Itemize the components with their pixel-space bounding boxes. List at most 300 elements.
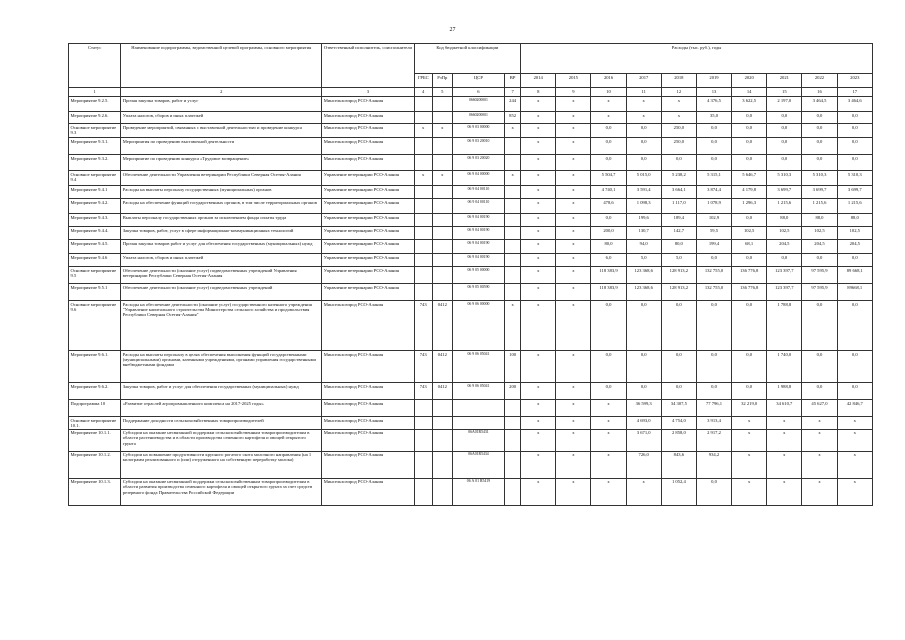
row-grbs [414,400,432,417]
row-rzpr: 0412 [432,301,452,351]
row-value: x [591,112,626,124]
row-value: 843,6 [661,451,696,478]
row-vr: 200 [505,383,521,400]
row-value: 1 296,3 [732,199,767,214]
row-value: 5 646,7 [732,171,767,186]
row-value: x [521,124,556,138]
row-executor: Управление ветеринарии РСО-Алания [322,284,414,301]
row-rzpr: x [432,171,452,186]
row-value: 0,0 [732,214,767,227]
row-value: x [732,417,767,430]
row-value: 3 699,7 [802,186,837,199]
row-executor: Минсельхозпрод РСО-Алания [322,301,414,351]
row-value: x [521,267,556,284]
row-csr: 06 9 05 00590 [452,284,504,301]
row-value: 102,5 [837,227,872,240]
row-executor: Управление ветеринарии РСО-Алания [322,254,414,267]
row-value: x [626,97,661,112]
row-value: 726,0 [626,451,661,478]
row-value: x [732,451,767,478]
row-status: Мероприятие 9.6.1. [69,351,121,383]
row-value: 0,0 [626,124,661,138]
table-row [69,97,873,112]
table-body [69,97,873,506]
row-value: 4 740,1 [591,186,626,199]
row-name: Обеспечение деятельности Управления ветеринарии Республики Северная Осетия-Алания [121,171,322,186]
row-value: 89 668,1 [837,267,872,284]
row-value: x [556,138,591,155]
row-executor: Минсельхозпрод РСО-Алания [322,124,414,138]
row-name: Обеспечение деятельности (оказание услуг) подведомственных учреждений Управления ветеринарии Республики Северная Осетия-Алания [121,267,322,284]
row-value: x [521,429,556,451]
row-rzpr [432,254,452,267]
row-csr: 06 9 04 00110 [452,186,504,199]
column-number: 4 [414,88,432,97]
row-value: 118 383,9 [591,267,626,284]
row-value: 0,0 [837,383,872,400]
row-value: 132 755,0 [696,284,731,301]
row-value: 0,0 [767,254,802,267]
row-value: x [556,351,591,383]
row-name: Уплата налогов, сборов и иных платежей [121,254,322,267]
table-row [69,199,873,214]
row-value: 0,0 [732,112,767,124]
row-vr [505,267,521,284]
row-value: x [802,451,837,478]
row-executor: Минсельхозпрод РСО-Алания [322,417,414,430]
header-rzpr: РзПр [432,74,452,88]
row-value: 1 098,3 [626,199,661,214]
row-value: 0,0 [837,301,872,351]
row-vr: x [505,301,521,351]
row-value: 89668,1 [837,284,872,301]
table-row [69,227,873,240]
table-row [69,478,873,505]
row-name: Обеспечение деятельности (оказание услуг) подведомственных учреждений [121,284,322,301]
row-value: x [556,451,591,478]
row-csr [452,400,504,417]
row-value: 0,0 [837,254,872,267]
row-value: 3 699,7 [837,186,872,199]
row-value: x [591,451,626,478]
row-value: x [556,124,591,138]
row-value: 204,5 [837,240,872,254]
row-name: Поддержание доходности сельскохозяйственных товаропроизводителей [121,417,322,430]
header-csr: ЦСР [452,74,504,88]
row-vr [505,227,521,240]
row-grbs [414,478,432,505]
row-value: 0,0 [767,124,802,138]
row-status: Мероприятие 9.3.1. [69,138,121,155]
row-csr: 06 9 03 20020 [452,155,504,171]
row-rzpr [432,267,452,284]
row-name: Прочая закупка товаров работ и услуг для обеспечения государственных (муниципальных) нужд [121,240,322,254]
row-value: x [521,301,556,351]
row-rzpr [432,138,452,155]
row-value: 123 368,6 [626,267,661,284]
row-value: 5 310,3 [837,171,872,186]
row-rzpr [432,97,452,112]
header-grbs: ГРБС [414,74,432,88]
row-value: 0,0 [837,138,872,155]
row-value: x [521,383,556,400]
row-grbs [414,240,432,254]
row-value: 132 755,0 [696,267,731,284]
row-status: Основное мероприятие 9.6 [69,301,121,351]
row-grbs [414,97,432,112]
row-value: 2 858,0 [661,429,696,451]
row-executor: Минсельхозпрод РСО-Алания [322,351,414,383]
row-value: 88,0 [837,214,872,227]
row-value: 0,0 [626,138,661,155]
row-value: 0,0 [661,155,696,171]
row-value: 3 591,4 [626,186,661,199]
row-name: Расходы на выплаты персоналу в целях обеспечения выполнения функций государственными (муниципальными) органами, казенными учреждениями, органами управления государственными внебюджетными фондами [121,351,322,383]
row-value: x [556,155,591,171]
row-value: 142,7 [661,227,696,240]
row-value: x [732,478,767,505]
row-value: 80,0 [661,240,696,254]
row-value: 80,0 [591,240,626,254]
row-value: 0,0 [802,155,837,171]
row-value: x [556,171,591,186]
table-row [69,400,873,417]
row-value: 3 464,5 [802,97,837,112]
column-number: 9 [556,88,591,97]
header-year: 2019 [696,74,731,88]
row-value: 3 874,4 [696,186,731,199]
row-value: 97 595,9 [802,284,837,301]
row-value: 118 383,9 [591,284,626,301]
row-grbs [414,186,432,199]
row-value: x [802,478,837,505]
header-year: 2020 [732,74,767,88]
header-year: 2022 [802,74,837,88]
row-name: Мероприятие по проведению конкурса «Трудовое возвращение» [121,155,322,171]
row-grbs: 743 [414,383,432,400]
row-value: 5,0 [626,254,661,267]
row-grbs [414,138,432,155]
row-value: 77 796,1 [696,400,731,417]
row-csr: 06 9 03 20010 [452,138,504,155]
row-vr [505,417,521,430]
row-value: 128 913,2 [661,267,696,284]
row-value: 934,2 [696,451,731,478]
row-csr: 06 9 06 05041 [452,351,504,383]
row-value: 68,1 [732,240,767,254]
header-year: 2017 [626,74,661,88]
row-name: Уплата налогов, сборов и иных платежей [121,112,322,124]
page-number: 27 [449,27,456,33]
row-vr [505,240,521,254]
row-value: 5 310,3 [802,171,837,186]
row-value: 0,0 [767,112,802,124]
row-grbs [414,254,432,267]
header-executor: Ответственный исполнитель, соисполнители [322,44,414,88]
row-value: 0,0 [802,351,837,383]
row-value: 200,0 [591,227,626,240]
row-value: 250,0 [661,124,696,138]
row-status: Мероприятие 10.1.3. [69,478,121,505]
row-vr [505,254,521,267]
header-year: 2021 [767,74,802,88]
row-rzpr [432,186,452,199]
row-value: 123 397,7 [767,267,802,284]
row-value: x [556,383,591,400]
row-value: 5 015,0 [626,171,661,186]
row-value: x [767,451,802,478]
row-name: «Развитие отраслей агропромышленного комплекса на 2017-2025 годы» [121,400,322,417]
row-csr: 06 А 01 R5419 [452,478,504,505]
row-value: x [521,478,556,505]
row-value: x [521,97,556,112]
table-row [69,186,873,199]
row-value: 3 664,1 [661,186,696,199]
row-rzpr [432,284,452,301]
row-value: 5 315,1 [696,171,731,186]
row-value: x [767,429,802,451]
row-value: x [837,478,872,505]
row-value: x [521,417,556,430]
row-value: 102,9 [696,214,731,227]
row-csr: 0660200001 [452,112,504,124]
row-value: 3 464,6 [837,97,872,112]
table-row [69,155,873,171]
row-value: x [591,417,626,430]
row-value: 88,0 [802,214,837,227]
row-value: 0,0 [591,351,626,383]
row-value: x [837,429,872,451]
row-value: 0,0 [591,124,626,138]
row-value: x [556,227,591,240]
row-name: Выплаты персоналу государственных органов за исключением фонда оплаты труда [121,214,322,227]
row-value: x [802,417,837,430]
row-executor: Минсельхозпрод РСО-Алания [322,478,414,505]
row-value: 199,6 [626,214,661,227]
row-status: Основное мероприятие 9.5 [69,267,121,284]
row-value: 34 307,5 [661,400,696,417]
header-name: Наименование подпрограммы, ведомственной целевой программы, основного мероприятия [121,44,322,88]
row-value: x [521,186,556,199]
row-grbs [414,284,432,301]
column-number: 12 [661,88,696,97]
column-number: 14 [732,88,767,97]
row-rzpr [432,240,452,254]
row-value: 0,0 [837,124,872,138]
header-year: 2016 [591,74,626,88]
row-value: 0,0 [591,301,626,351]
row-value: 128 913,2 [661,284,696,301]
row-value: 32 219,0 [732,400,767,417]
row-value: 0,0 [696,478,731,505]
row-grbs [414,451,432,478]
row-value: x [661,97,696,112]
row-value: 130,7 [626,227,661,240]
row-vr [505,284,521,301]
row-value: 0,0 [696,383,731,400]
table-row [69,138,873,155]
row-vr [505,451,521,478]
row-executor: Минсельхозпрод РСО-Алания [322,155,414,171]
row-value: 0,0 [732,351,767,383]
row-grbs [414,267,432,284]
table-row [69,417,873,430]
row-value: 0,0 [591,138,626,155]
row-rzpr: 0412 [432,383,452,400]
table-row [69,254,873,267]
row-value: 136 776,8 [732,284,767,301]
row-status: Основное мероприятие 9.3 [69,124,121,138]
row-value: 1 117,0 [661,199,696,214]
row-vr [505,199,521,214]
row-value: 0,0 [696,124,731,138]
row-value: 136 776,8 [732,267,767,284]
row-value: x [521,112,556,124]
row-value: 0,0 [591,383,626,400]
header-year: 2015 [556,74,591,88]
row-rzpr: x [432,124,452,138]
row-value: 4 693,0 [626,417,661,430]
row-value: x [521,254,556,267]
row-value: x [556,199,591,214]
row-name: Прочая закупка товаров, работ и услуг [121,97,322,112]
row-value: 0,0 [837,351,872,383]
row-rzpr [432,112,452,124]
row-value: x [521,227,556,240]
column-number: 11 [626,88,661,97]
row-value: 0,0 [696,138,731,155]
row-name: Расходы на обеспечение деятельности (оказание услуг) государственного казенного учреждения "Управление капитального строительства Министерства сельского хозяйства и продовольствия Республики Северная Осетия-Алания" [121,301,322,351]
row-vr: 100 [505,351,521,383]
row-name: Мероприятия по проведению выставочной деятельности [121,138,322,155]
row-value: 0,0 [732,301,767,351]
row-value: 0,0 [626,155,661,171]
row-value: 5 310,3 [767,171,802,186]
row-value: x [802,429,837,451]
row-status: Мероприятие 9.4.6 [69,254,121,267]
row-value: x [556,112,591,124]
row-value: 0,0 [696,155,731,171]
row-status: Мероприятие 9.3.2. [69,155,121,171]
row-csr: 06 9 05 00000 [452,267,504,284]
row-vr: 852 [505,112,521,124]
row-value: 189,4 [661,214,696,227]
row-grbs: 743 [414,301,432,351]
row-csr: 06 9 03 00000 [452,124,504,138]
row-value: 0,0 [767,155,802,171]
row-value: x [556,478,591,505]
row-value: x [556,284,591,301]
row-grbs: x [414,124,432,138]
row-value: 2 917,2 [696,429,731,451]
row-value: x [521,451,556,478]
row-vr [505,138,521,155]
row-status: Мероприятие 9.2.6. [69,112,121,124]
row-value: x [591,478,626,505]
row-value: x [732,429,767,451]
row-rzpr [432,478,452,505]
row-executor: Управление ветеринарии РСО-Алания [322,171,414,186]
row-status: Основное мероприятие 10.1. [69,417,121,430]
column-number: 5 [432,88,452,97]
row-status: Мероприятие 10.1.2. [69,451,121,478]
header-costs: Расходы (тыс. руб.), годы [521,44,873,74]
row-value: x [521,138,556,155]
row-status: Подпрограмма 10 [69,400,121,417]
table-row [69,301,873,351]
row-value: 34 610,7 [767,400,802,417]
row-csr: 06 9 06 05041 [452,383,504,400]
table-row [69,112,873,124]
row-value: 36 599,3 [626,400,661,417]
row-csr: 06 9 04 00190 [452,240,504,254]
header-status: Статус [69,44,121,88]
column-number: 6 [452,88,504,97]
row-csr: 06А01R5434 [452,451,504,478]
row-status: Основное мероприятие 9.4 [69,171,121,186]
header-year: 2023 [837,74,872,88]
row-status: Мероприятие 9.4.1 [69,186,121,199]
row-rzpr [432,451,452,478]
row-value: 45 627,0 [802,400,837,417]
row-vr [505,478,521,505]
row-value: 3 699,7 [767,186,802,199]
table-row [69,383,873,400]
row-value: 250,0 [661,138,696,155]
row-value: 35,0 [696,112,731,124]
row-value: x [556,214,591,227]
row-executor: Управление ветеринарии РСО-Алания [322,240,414,254]
row-rzpr [432,214,452,227]
row-csr: 06 9 04 00190 [452,227,504,240]
row-value: 0,0 [626,383,661,400]
row-value: 1 788,8 [767,301,802,351]
table-row [69,429,873,451]
row-csr: 06 9 04 00190 [452,214,504,227]
row-value: 2 197,0 [767,97,802,112]
row-value: 5 238,2 [661,171,696,186]
row-value: 0,0 [661,351,696,383]
column-number: 10 [591,88,626,97]
row-name: Проведение мероприятий, связанных с выставочной деятельностью и проведение конкурса [121,124,322,138]
row-rzpr [432,199,452,214]
row-value: 3 622,5 [732,97,767,112]
row-value: x [591,429,626,451]
column-number-row [69,88,873,97]
row-value: 0,0 [732,138,767,155]
row-executor: Управление ветеринарии РСО-Алания [322,186,414,199]
row-name: Расходы на выплаты персоналу государственных (муниципальных) органов [121,186,322,199]
row-value: x [556,429,591,451]
row-value: 0,0 [732,383,767,400]
row-status: Мероприятие 9.4.2. [69,199,121,214]
row-executor: Управление ветеринарии РСО-Алания [322,267,414,284]
row-executor: Управление ветеринарии РСО-Алания [322,227,414,240]
row-name: Субсидии на оказание несвязанной поддержки сельскохозяйственным товаропроизводителям в области растениеводства и в области производства семенного картофеля и овощей открытого грунта [121,429,322,451]
row-value: x [767,478,802,505]
row-value: 204,5 [767,240,802,254]
row-value: x [521,351,556,383]
row-vr [505,186,521,199]
row-csr [452,417,504,430]
row-executor: Минсельхозпрод РСО-Алания [322,451,414,478]
row-value: 1 215,6 [837,199,872,214]
row-value: 3 671,0 [626,429,661,451]
table-row [69,240,873,254]
table-row [69,267,873,284]
row-value: 0,0 [696,254,731,267]
row-name: Расходы на обеспечение функций государственных органов, в том числе территориальных органов [121,199,322,214]
